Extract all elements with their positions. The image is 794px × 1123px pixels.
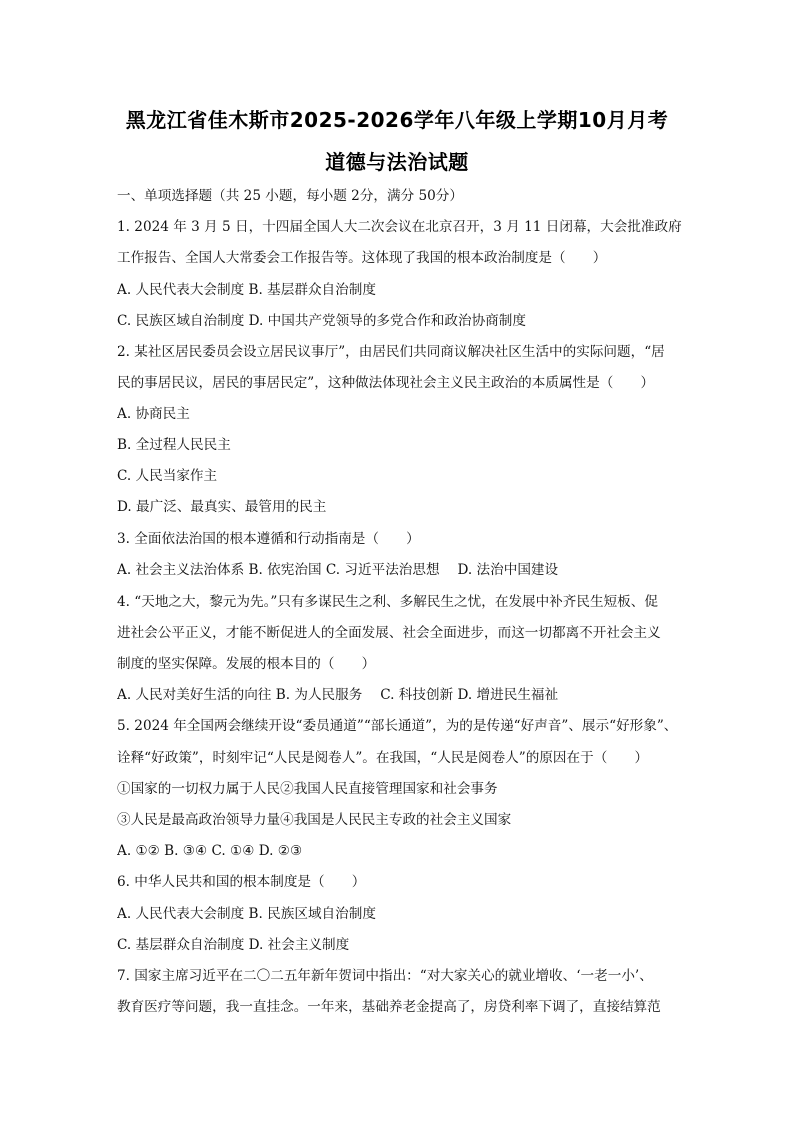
question-7-line-2: 教育医疗等问题，我一直挂念。一年来，基础养老金提高了，房贷利率下调了，直接结算范 [117,999,661,1015]
question-2-option-c: C. 人民当家作主 [117,468,218,484]
question-5-options: A. ①② B. ③④ C. ①④ D. ②③ [117,843,303,859]
question-1-options-cd: C. 民族区域自治制度 D. 中国共产党领导的多党合作和政治协商制度 [117,313,526,329]
question-6-options-cd: C. 基层群众自治制度 D. 社会主义制度 [117,937,350,953]
question-1-line-1: 1. 2024 年 3 月 5 日，十四届全国人大二次会议在北京召开，3 月 11 日闭幕，大会批准政府 [117,219,682,235]
document-title: 黑龙江省佳木斯市2025-2026学年八年级上学期10月月考 [125,108,669,132]
question-2-line-2: 民的事居民议，居民的事居民定”，这种做法体现社会主义民主政治的本质属性是（ ） [117,375,655,391]
question-2-line-1: 2. 某社区居民委员会设立居民议事厅”，由居民们共同商议解决社区生活中的实际问题，“居 [117,344,665,360]
question-4-line-2: 进社会公平正义，才能不断促进人的全面发展、社会全面进步，而这一切都离不开社会主义 [117,625,661,641]
question-2-option-b: B. 全过程人民民主 [117,437,231,453]
question-7-line-1: 7. 国家主席习近平在二〇二五年新年贺词中指出：“对大家关心的就业增收、‘一老一小’、 [117,968,653,984]
question-6-options-ab: A. 人民代表大会制度 B. 民族区域自治制度 [117,906,376,922]
question-5-statement-12: ①国家的一切权力属于人民②我国人民直接管理国家和社会事务 [117,781,498,797]
question-2-option-d: D. 最广泛、最真实、最管用的民主 [117,499,327,515]
question-4-options: A. 人民对美好生活的向往 B. 为人民服务 C. 科技创新 D. 增进民生福祉 [117,687,559,703]
question-4-line-3: 制度的坚实保障。发展的根本目的（ ） [117,656,376,672]
question-6-line-1: 6. 中华人民共和国的根本制度是（ ） [117,874,366,890]
question-4-line-1: 4. “天地之大，黎元为先。”只有多谋民生之利、多解民生之忧，在发展中补齐民生短板、促 [117,594,658,610]
question-2-option-a: A. 协商民主 [117,406,190,422]
question-3-options: A. 社会主义法治体系 B. 依宪治国 C. 习近平法治思想 D. 法治中国建设 [117,562,559,578]
question-5-line-2: 诠释“好政策”，时刻牢记“人民是阅卷人”。在我国，“人民是阅卷人”的原因在于（ ） [117,750,649,766]
question-3-line-1: 3. 全面依法治国的根本遵循和行动指南是（ ） [117,531,420,547]
section-heading: 一、单项选择题（共 25 小题，每小题 2分，满分 50分） [117,188,463,204]
document-subtitle: 道德与法治试题 [325,150,469,174]
question-5-statement-34: ③人民是最高政治领导力量④我国是人民民主专政的社会主义国家 [117,812,512,828]
question-5-line-1: 5. 2024 年全国两会继续开设“委员通道”“部长通道”，为的是传递“好声音”、展示“好形象”、 [117,718,678,734]
question-1-line-2: 工作报告、全国人大常委会工作报告等。这体现了我国的根本政治制度是（ ） [117,250,607,266]
question-1-options-ab: A. 人民代表大会制度 B. 基层群众自治制度 [117,282,376,298]
